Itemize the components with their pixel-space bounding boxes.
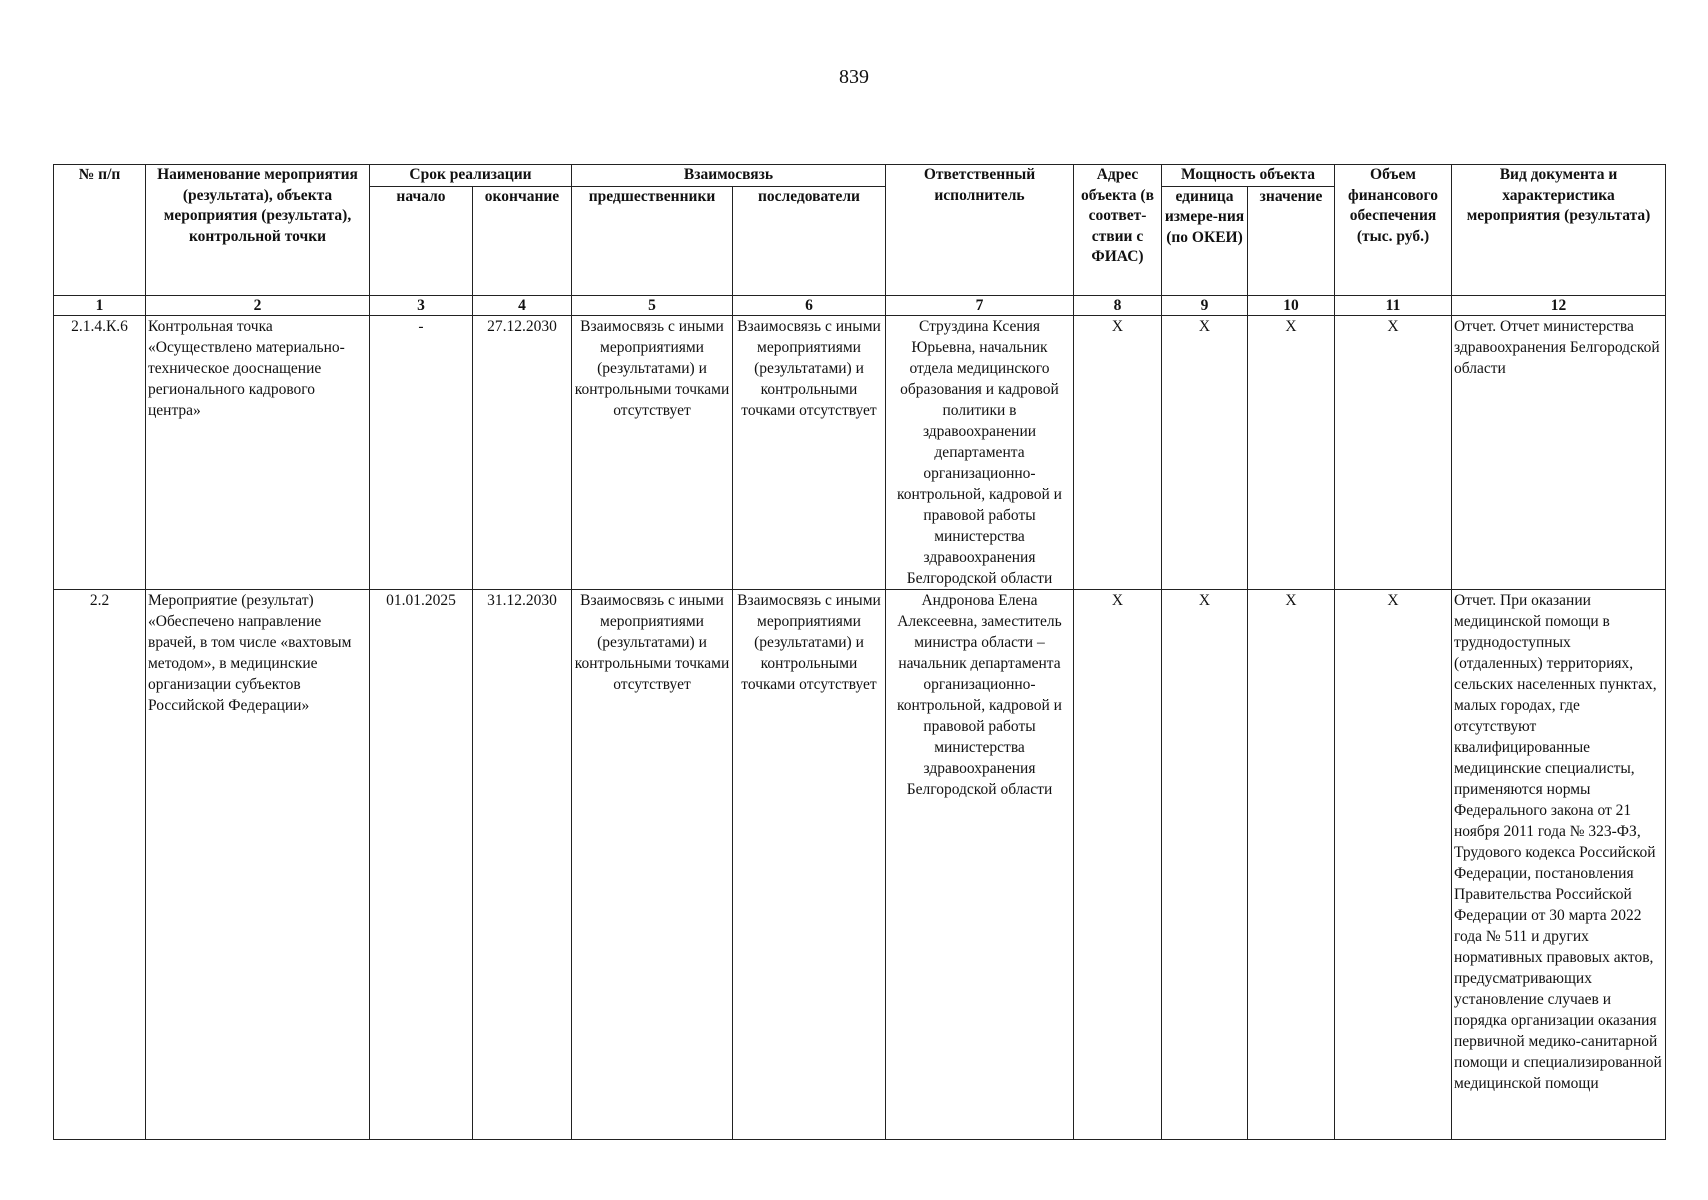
cell-prev: Взаимосвязь с иными мероприятиями (результатами) и контрольными точками отсутствует <box>572 315 733 589</box>
cell-start: - <box>370 315 473 589</box>
cell-finance: X <box>1335 589 1452 1139</box>
header-period-start: начало <box>370 186 473 295</box>
column-number: 1 <box>54 295 146 315</box>
cell-num: 2.2 <box>54 589 146 1139</box>
cell-num: 2.1.4.К.6 <box>54 315 146 589</box>
column-number: 12 <box>1452 295 1666 315</box>
cell-unit: X <box>1162 589 1248 1139</box>
cell-end: 31.12.2030 <box>473 589 572 1139</box>
header-capacity-unit: единица измере-ния (по ОКЕИ) <box>1162 186 1248 295</box>
column-number: 3 <box>370 295 473 315</box>
header-capacity: Мощность объекта <box>1162 165 1335 187</box>
header-responsible: Ответственный исполнитель <box>886 165 1074 296</box>
page-number: 839 <box>839 66 869 88</box>
column-number: 10 <box>1248 295 1335 315</box>
header-address: Адрес объекта (в соответ-ствии с ФИАС) <box>1074 165 1162 296</box>
cell-name: Контрольная точка «Осуществлено материально-техническое дооснащение регионального кадрового центра» <box>146 315 370 589</box>
plan-table <box>53 164 1666 1140</box>
cell-address: X <box>1074 315 1162 589</box>
cell-prev: Взаимосвязь с иными мероприятиями (результатами) и контрольными точками отсутствует <box>572 589 733 1139</box>
header-period-end: окончание <box>473 186 572 295</box>
column-number: 11 <box>1335 295 1452 315</box>
column-number: 4 <box>473 295 572 315</box>
cell-end: 27.12.2030 <box>473 315 572 589</box>
header-row-1 <box>54 165 1666 187</box>
cell-responsible: Андронова Елена Алексеевна, заместитель министра области – начальник департамента организационно-контрольной, кадровой и правовой работы министерства здравоохранения Белгородской области <box>886 589 1074 1139</box>
column-number: 8 <box>1074 295 1162 315</box>
header-relation-next: последователи <box>733 186 886 295</box>
header-relation-prev: предшественники <box>572 186 733 295</box>
cell-name: Мероприятие (результат) «Обеспечено направление врачей, в том числе «вахтовым методом», в медицинские организации субъектов Российской Федерации» <box>146 589 370 1139</box>
table-row <box>54 589 1666 1139</box>
header-capacity-value: значение <box>1248 186 1335 295</box>
column-number: 6 <box>733 295 886 315</box>
cell-value: X <box>1248 315 1335 589</box>
column-numbers-row <box>54 295 1666 315</box>
cell-responsible: Струздина Ксения Юрьевна, начальник отдела медицинского образования и кадровой политики в здравоохранении департамента организационно-контрольной, кадровой и правовой работы министерства здравоохранения Белгородской области <box>886 315 1074 589</box>
cell-value: X <box>1248 589 1335 1139</box>
cell-finance: X <box>1335 315 1452 589</box>
cell-doc: Отчет. При оказании медицинской помощи в труднодоступных (отдаленных) территориях, сельских населенных пунктах, малых городах, где отсутствуют квалифицированные медицинские специалисты, применяются нормы Федерального закона от 21 ноября 2011 года № 323-ФЗ, Трудового кодекса Российской Федерации, постановления Правительства Российской Федерации от 30 марта 2022 года № 511 и других нормативных правовых актов, предусматривающих установление случаев и порядка организации оказания первичной медико-санитарной помощи и специализированной медицинской помощи <box>1452 589 1666 1139</box>
header-num: № п/п <box>54 165 146 296</box>
header-period: Срок реализации <box>370 165 572 187</box>
header-finance: Объем финансового обеспечения (тыс. руб.) <box>1335 165 1452 296</box>
column-number: 7 <box>886 295 1074 315</box>
header-name: Наименование мероприятия (результата), объекта мероприятия (результата), контрольной точки <box>146 165 370 296</box>
column-number: 5 <box>572 295 733 315</box>
header-doc-type: Вид документа и характеристика мероприятия (результата) <box>1452 165 1666 296</box>
cell-start: 01.01.2025 <box>370 589 473 1139</box>
header-relation: Взаимосвязь <box>572 165 886 187</box>
cell-address: X <box>1074 589 1162 1139</box>
column-number: 2 <box>146 295 370 315</box>
column-number: 9 <box>1162 295 1248 315</box>
cell-next: Взаимосвязь с иными мероприятиями (результатами) и контрольными точками отсутствует <box>733 589 886 1139</box>
cell-next: Взаимосвязь с иными мероприятиями (результатами) и контрольными точками отсутствует <box>733 315 886 589</box>
table-row <box>54 315 1666 589</box>
cell-doc: Отчет. Отчет министерства здравоохранения Белгородской области <box>1452 315 1666 589</box>
cell-unit: X <box>1162 315 1248 589</box>
